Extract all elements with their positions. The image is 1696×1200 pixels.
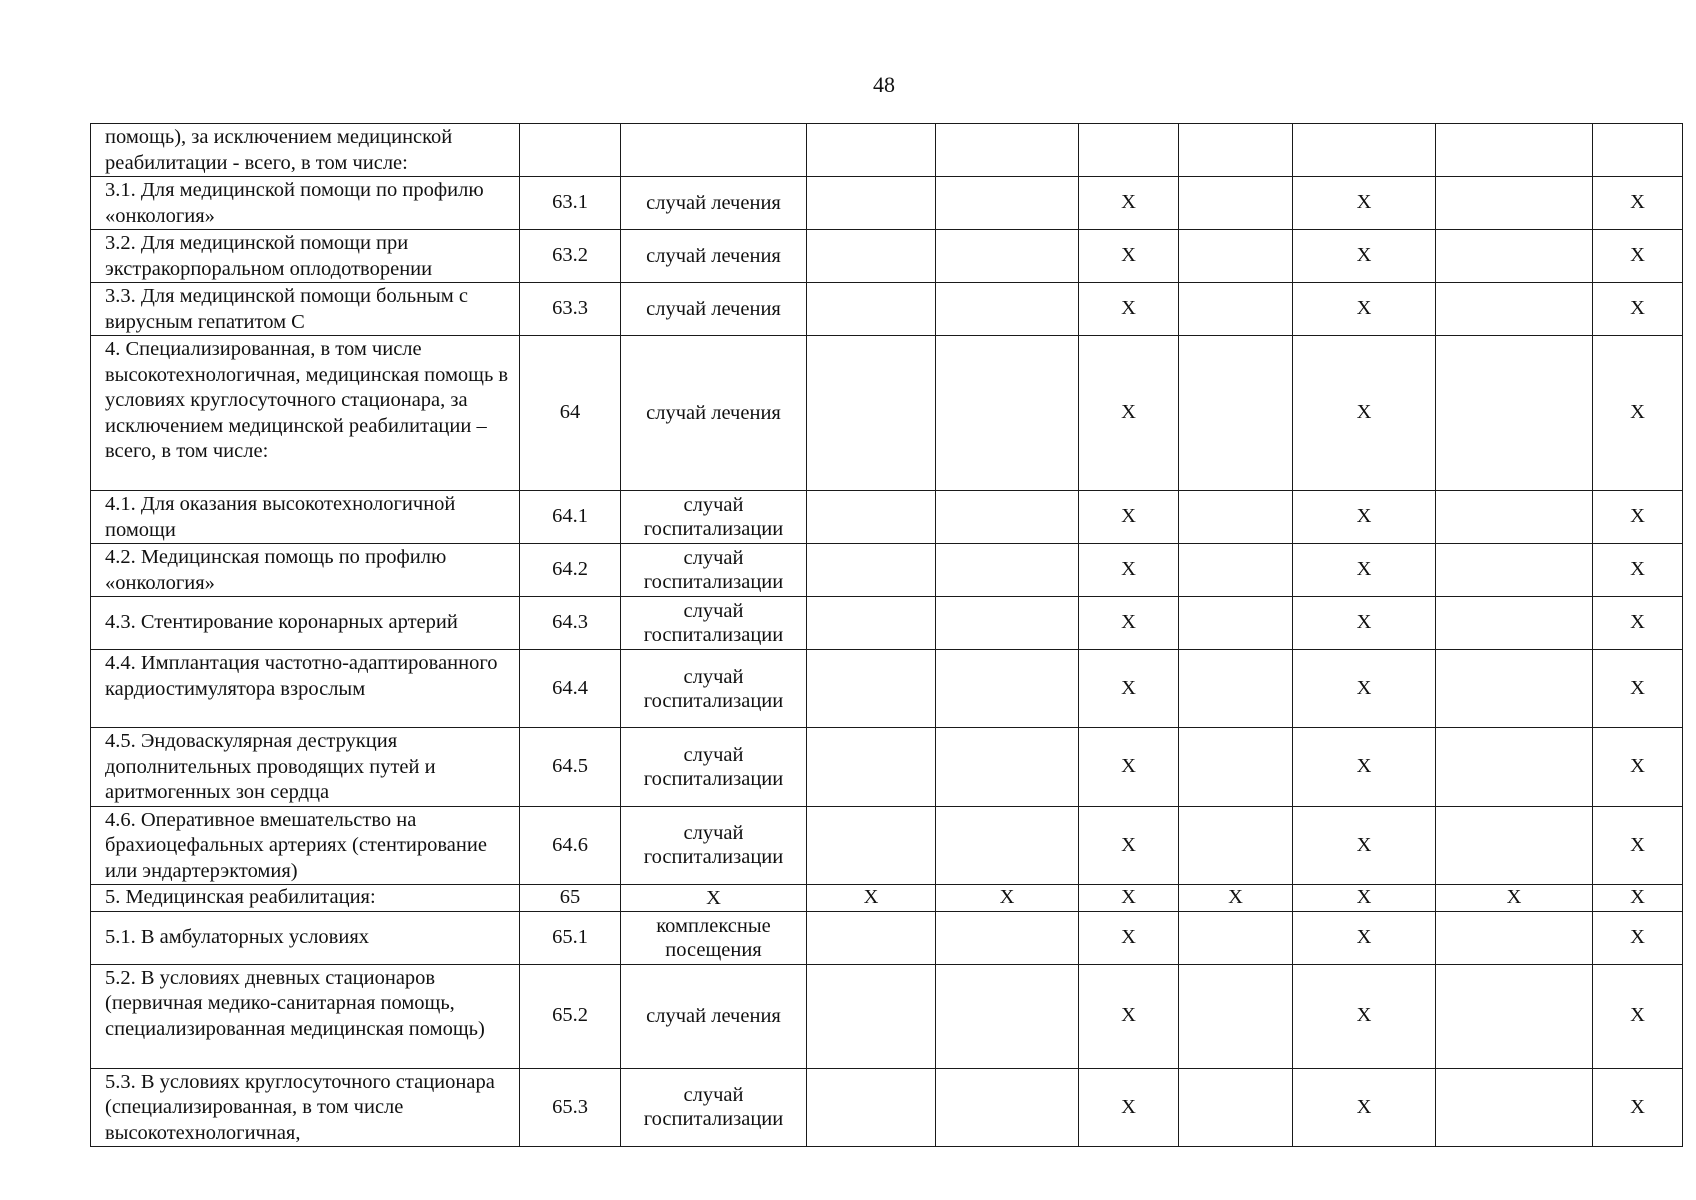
value-cell-col-6: Х [1079,544,1179,597]
row-unit-cell: случай госпитализации [621,728,807,807]
value-cell-col-4 [807,336,936,491]
table-row [91,283,1683,336]
value-cell-col-10 [1593,124,1683,177]
row-name-cell: 5.3. В условиях круглосуточного стационара (специализированная, в том числе высокотехнологичная, [91,1068,520,1147]
value-cell-col-10: Х [1593,650,1683,728]
value-cell-col-7: Х [1179,885,1293,912]
value-cell-col-5 [936,597,1079,650]
value-cell-col-9 [1436,177,1593,230]
row-unit-cell: случай госпитализации [621,597,807,650]
row-number-cell: 65 [520,885,621,912]
table-row [91,1068,1683,1147]
row-unit-cell: случай госпитализации [621,491,807,544]
row-unit-cell: случай лечения [621,964,807,1068]
value-cell-col-8: Х [1293,1068,1436,1147]
value-cell-col-4 [807,911,936,964]
value-cell-col-4 [807,283,936,336]
row-name-cell: 4.3. Стентирование коронарных артерий [91,597,520,650]
row-name-cell: 3.2. Для медицинской помощи при экстракорпоральном оплодотворении [91,230,520,283]
row-unit-cell [621,124,807,177]
value-cell-col-8: Х [1293,885,1436,912]
row-name-cell: помощь), за исключением медицинской реабилитации - всего, в том числе: [91,124,520,177]
value-cell-col-7 [1179,728,1293,807]
value-cell-col-8: Х [1293,177,1436,230]
value-cell-col-5 [936,336,1079,491]
row-name-cell: 3.3. Для медицинской помощи больным с вирусным гепатитом С [91,283,520,336]
value-cell-col-9 [1436,806,1593,885]
value-cell-col-4: Х [807,885,936,912]
value-cell-col-5 [936,650,1079,728]
value-cell-col-4 [807,1068,936,1147]
row-number-cell: 65.1 [520,911,621,964]
value-cell-col-5 [936,806,1079,885]
value-cell-col-5 [936,491,1079,544]
table-row [91,911,1683,964]
value-cell-col-6: Х [1079,885,1179,912]
table-row [91,177,1683,230]
value-cell-col-6: Х [1079,177,1179,230]
table-row [91,806,1683,885]
value-cell-col-7 [1179,806,1293,885]
value-cell-col-9 [1436,597,1593,650]
row-unit-cell: случай лечения [621,177,807,230]
value-cell-col-9 [1436,336,1593,491]
value-cell-col-10: Х [1593,283,1683,336]
value-cell-col-8: Х [1293,597,1436,650]
value-cell-col-10: Х [1593,911,1683,964]
row-name-cell: 5.2. В условиях дневных стационаров (первичная медико-санитарная помощь, специализированная медицинская помощь) [91,964,520,1068]
value-cell-col-5: Х [936,885,1079,912]
value-cell-col-9 [1436,124,1593,177]
row-unit-cell: комплексные посещения [621,911,807,964]
value-cell-col-9 [1436,728,1593,807]
row-unit-cell: случай госпитализации [621,650,807,728]
value-cell-col-9 [1436,650,1593,728]
value-cell-col-4 [807,650,936,728]
table-row [91,336,1683,491]
table-body [91,124,1683,1147]
value-cell-col-4 [807,964,936,1068]
row-unit-cell: случай лечения [621,283,807,336]
value-cell-col-9 [1436,283,1593,336]
row-number-cell: 64.5 [520,728,621,807]
table-row [91,964,1683,1068]
value-cell-col-7 [1179,336,1293,491]
value-cell-col-5 [936,177,1079,230]
row-unit-cell: случай госпитализации [621,806,807,885]
value-cell-col-6: Х [1079,650,1179,728]
value-cell-col-9 [1436,964,1593,1068]
value-cell-col-8: Х [1293,283,1436,336]
row-number-cell [520,124,621,177]
value-cell-col-6: Х [1079,336,1179,491]
value-cell-col-8: Х [1293,728,1436,807]
value-cell-col-10: Х [1593,1068,1683,1147]
row-number-cell: 64 [520,336,621,491]
value-cell-col-10: Х [1593,885,1683,912]
value-cell-col-5 [936,124,1079,177]
value-cell-col-8 [1293,124,1436,177]
value-cell-col-8: Х [1293,911,1436,964]
row-number-cell: 64.1 [520,491,621,544]
row-number-cell: 64.4 [520,650,621,728]
value-cell-col-7 [1179,964,1293,1068]
value-cell-col-4 [807,177,936,230]
value-cell-col-5 [936,964,1079,1068]
row-unit-cell: случай госпитализации [621,544,807,597]
value-cell-col-4 [807,544,936,597]
value-cell-col-5 [936,230,1079,283]
page-number: 48 [873,72,895,97]
value-cell-col-7 [1179,230,1293,283]
value-cell-col-10: Х [1593,806,1683,885]
value-cell-col-6: Х [1079,911,1179,964]
row-name-cell: 4.5. Эндоваскулярная деструкция дополнительных проводящих путей и аритмогенных зон сердца [91,728,520,807]
value-cell-col-9 [1436,1068,1593,1147]
value-cell-col-6: Х [1079,230,1179,283]
row-name-cell: 4.2. Медицинская помощь по профилю «онкология» [91,544,520,597]
row-number-cell: 65.3 [520,1068,621,1147]
value-cell-col-9 [1436,544,1593,597]
value-cell-col-6: Х [1079,283,1179,336]
value-cell-col-10: Х [1593,728,1683,807]
value-cell-col-9 [1436,491,1593,544]
value-cell-col-8: Х [1293,336,1436,491]
value-cell-col-8: Х [1293,964,1436,1068]
value-cell-col-6: Х [1079,597,1179,650]
row-name-cell: 3.1. Для медицинской помощи по профилю «онкология» [91,177,520,230]
value-cell-col-10: Х [1593,491,1683,544]
value-cell-col-10: Х [1593,597,1683,650]
row-number-cell: 64.6 [520,806,621,885]
row-name-cell: 5. Медицинская реабилитация: [91,885,520,912]
table-row [91,597,1683,650]
row-number-cell: 65.2 [520,964,621,1068]
value-cell-col-7 [1179,491,1293,544]
value-cell-col-10: Х [1593,964,1683,1068]
row-number-cell: 64.2 [520,544,621,597]
value-cell-col-7 [1179,544,1293,597]
table-row [91,728,1683,807]
value-cell-col-8: Х [1293,806,1436,885]
value-cell-col-8: Х [1293,544,1436,597]
row-unit-cell: случай лечения [621,230,807,283]
value-cell-col-8: Х [1293,491,1436,544]
value-cell-col-9 [1436,230,1593,283]
row-number-cell: 63.2 [520,230,621,283]
value-cell-col-10: Х [1593,544,1683,597]
value-cell-col-7 [1179,283,1293,336]
value-cell-col-7 [1179,597,1293,650]
value-cell-col-4 [807,597,936,650]
row-number-cell: 64.3 [520,597,621,650]
row-name-cell: 5.1. В амбулаторных условиях [91,911,520,964]
row-name-cell: 4.1. Для оказания высокотехнологичной помощи [91,491,520,544]
row-unit-cell: случай госпитализации [621,1068,807,1147]
row-unit-cell: случай лечения [621,336,807,491]
value-cell-col-4 [807,230,936,283]
value-cell-col-7 [1179,124,1293,177]
value-cell-col-6: Х [1079,1068,1179,1147]
value-cell-col-6: Х [1079,728,1179,807]
value-cell-col-10: Х [1593,177,1683,230]
value-cell-col-6: Х [1079,491,1179,544]
row-number-cell: 63.1 [520,177,621,230]
value-cell-col-4 [807,124,936,177]
table-row [91,491,1683,544]
value-cell-col-8: Х [1293,230,1436,283]
row-name-cell: 4.4. Имплантация частотно-адаптированного кардиостимулятора взрослым [91,650,520,728]
value-cell-col-4 [807,491,936,544]
row-name-cell: 4. Специализированная, в том числе высокотехнологичная, медицинская помощь в условиях круглосуточного стационара, за исключением медицинской реабилитации – всего, в том числе: [91,336,520,491]
value-cell-col-5 [936,544,1079,597]
value-cell-col-8: Х [1293,650,1436,728]
value-cell-col-6: Х [1079,964,1179,1068]
value-cell-col-5 [936,1068,1079,1147]
row-number-cell: 63.3 [520,283,621,336]
value-cell-col-7 [1179,650,1293,728]
value-cell-col-5 [936,911,1079,964]
value-cell-col-5 [936,728,1079,807]
value-cell-col-4 [807,806,936,885]
table-row [91,650,1683,728]
value-cell-col-6 [1079,124,1179,177]
table-row [91,230,1683,283]
value-cell-col-9 [1436,911,1593,964]
value-cell-col-7 [1179,1068,1293,1147]
value-cell-col-7 [1179,911,1293,964]
value-cell-col-10: Х [1593,336,1683,491]
data-table [90,123,1683,1147]
value-cell-col-10: Х [1593,230,1683,283]
value-cell-col-7 [1179,177,1293,230]
row-unit-cell: Х [621,885,807,912]
value-cell-col-6: Х [1079,806,1179,885]
value-cell-col-4 [807,728,936,807]
value-cell-col-9: Х [1436,885,1593,912]
row-name-cell: 4.6. Оперативное вмешательство на брахиоцефальных артериях (стентирование или эндартерэктомия) [91,806,520,885]
table-row [91,885,1683,912]
table-row [91,124,1683,177]
value-cell-col-5 [936,283,1079,336]
table-row [91,544,1683,597]
